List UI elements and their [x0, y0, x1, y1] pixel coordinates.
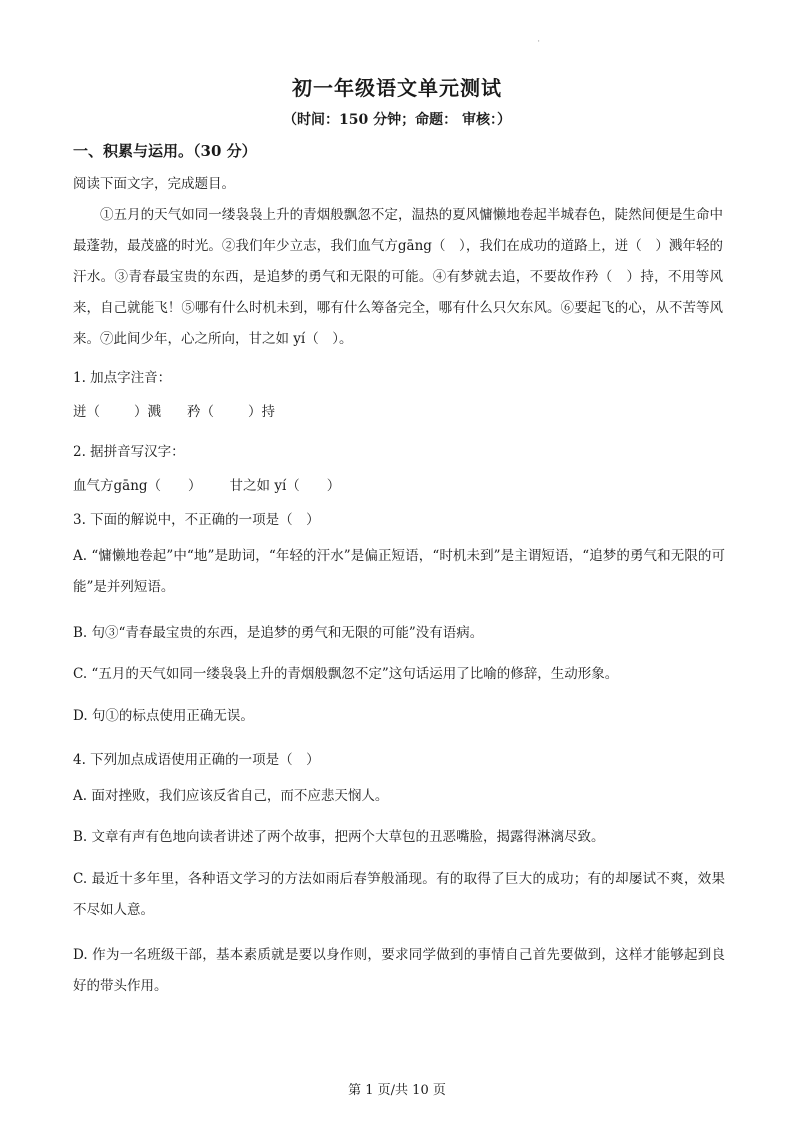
q3-option-c: C. “五月的天气如同一缕袅袅上升的青烟般飘忽不定”这句话运用了比喻的修辞，生动形象。: [73, 666, 619, 682]
page-number: 第 1 页/共 10 页: [348, 1083, 446, 1098]
q4-option-a: A. 面对挫败，我们应该反省自己，而不应悲天悯人。: [73, 788, 389, 804]
reading-passage: ①五月的天气如同一缕袅袅上升的青烟般飘忽不定，温热的夏风慵懒地卷起半城春色，陡然间便是生命中最蓬勃，最茂盛的时光。②我们年少立志，我们血气方gāng（ ），我们在成功的道路上，迸（ ）溅年轻的汗水。③青春最宝贵的东西，是追梦的勇气和无限的可能。④有梦就去追，不要故作矜（ ）持，不用等风来，自己就能飞！⑤哪有什么时机未到，哪有什么筹备完全，哪有什么只欠东风。⑥要起飞的心，从不苦等风来。⑦此间少年，心之所向，甘之如 yí（ ）。: [73, 207, 723, 347]
q1-item-a-pre: 迸（: [73, 404, 100, 420]
question-2-label: 2. 据拼音写汉字：: [73, 444, 185, 460]
q1-item-b-pre: 矜（: [187, 404, 214, 420]
q3-option-a: A. “慵懒地卷起”中“地”是助词，“年轻的汗水”是偏正短语，“时机未到”是主谓短语，“追梦的勇气和无限的可能”是并列短语。: [73, 548, 725, 595]
page-title: 初一年级语文单元测试: [292, 76, 502, 100]
q3-option-d: D. 句①的标点使用正确无误。: [73, 708, 254, 724]
question-3-label: 3. 下面的解说中，不正确的一项是（ ）: [73, 512, 320, 528]
question-2-items: [73, 474, 340, 494]
q4-option-d: D. 作为一名班级干部，基本素质就是要以身作则，要求同学做到的事情自己首先要做到，这样才能够起到良好的带头作用。: [73, 947, 725, 994]
q4-option-c: C. 最近十多年里，各种语文学习的方法如雨后春笋般涌现。有的取得了巨大的成功；有的却屡试不爽，效果不尽如人意。: [73, 871, 725, 918]
q4-option-b: B. 文章有声有色地向读者讲述了两个故事，把两个大草包的丑恶嘴脸，揭露得淋漓尽致。: [73, 829, 605, 845]
q2-item-b: 甘之如 yí（ ）: [229, 478, 341, 494]
q2-item-a: 血气方gāng（ ）: [73, 478, 202, 494]
q1-item-a-post: ）溅: [134, 404, 161, 420]
q3-option-b: B. 句③“青春最宝贵的东西，是追梦的勇气和无限的可能”没有语病。: [73, 625, 484, 641]
question-4-label: 4. 下列加点成语使用正确的一项是（ ）: [73, 752, 320, 768]
section-heading: 一、积累与运用。（30 分）: [73, 142, 257, 160]
instruction: 阅读下面文字，完成题目。: [73, 176, 235, 192]
scan-mark: ': [538, 40, 540, 47]
question-1-items: [73, 400, 275, 420]
q1-item-b-post: ）持: [248, 404, 275, 420]
exam-info: （时间：150 分钟；命题： 审核：）: [283, 112, 511, 128]
question-1-label: 1. 加点字注音：: [73, 370, 172, 386]
